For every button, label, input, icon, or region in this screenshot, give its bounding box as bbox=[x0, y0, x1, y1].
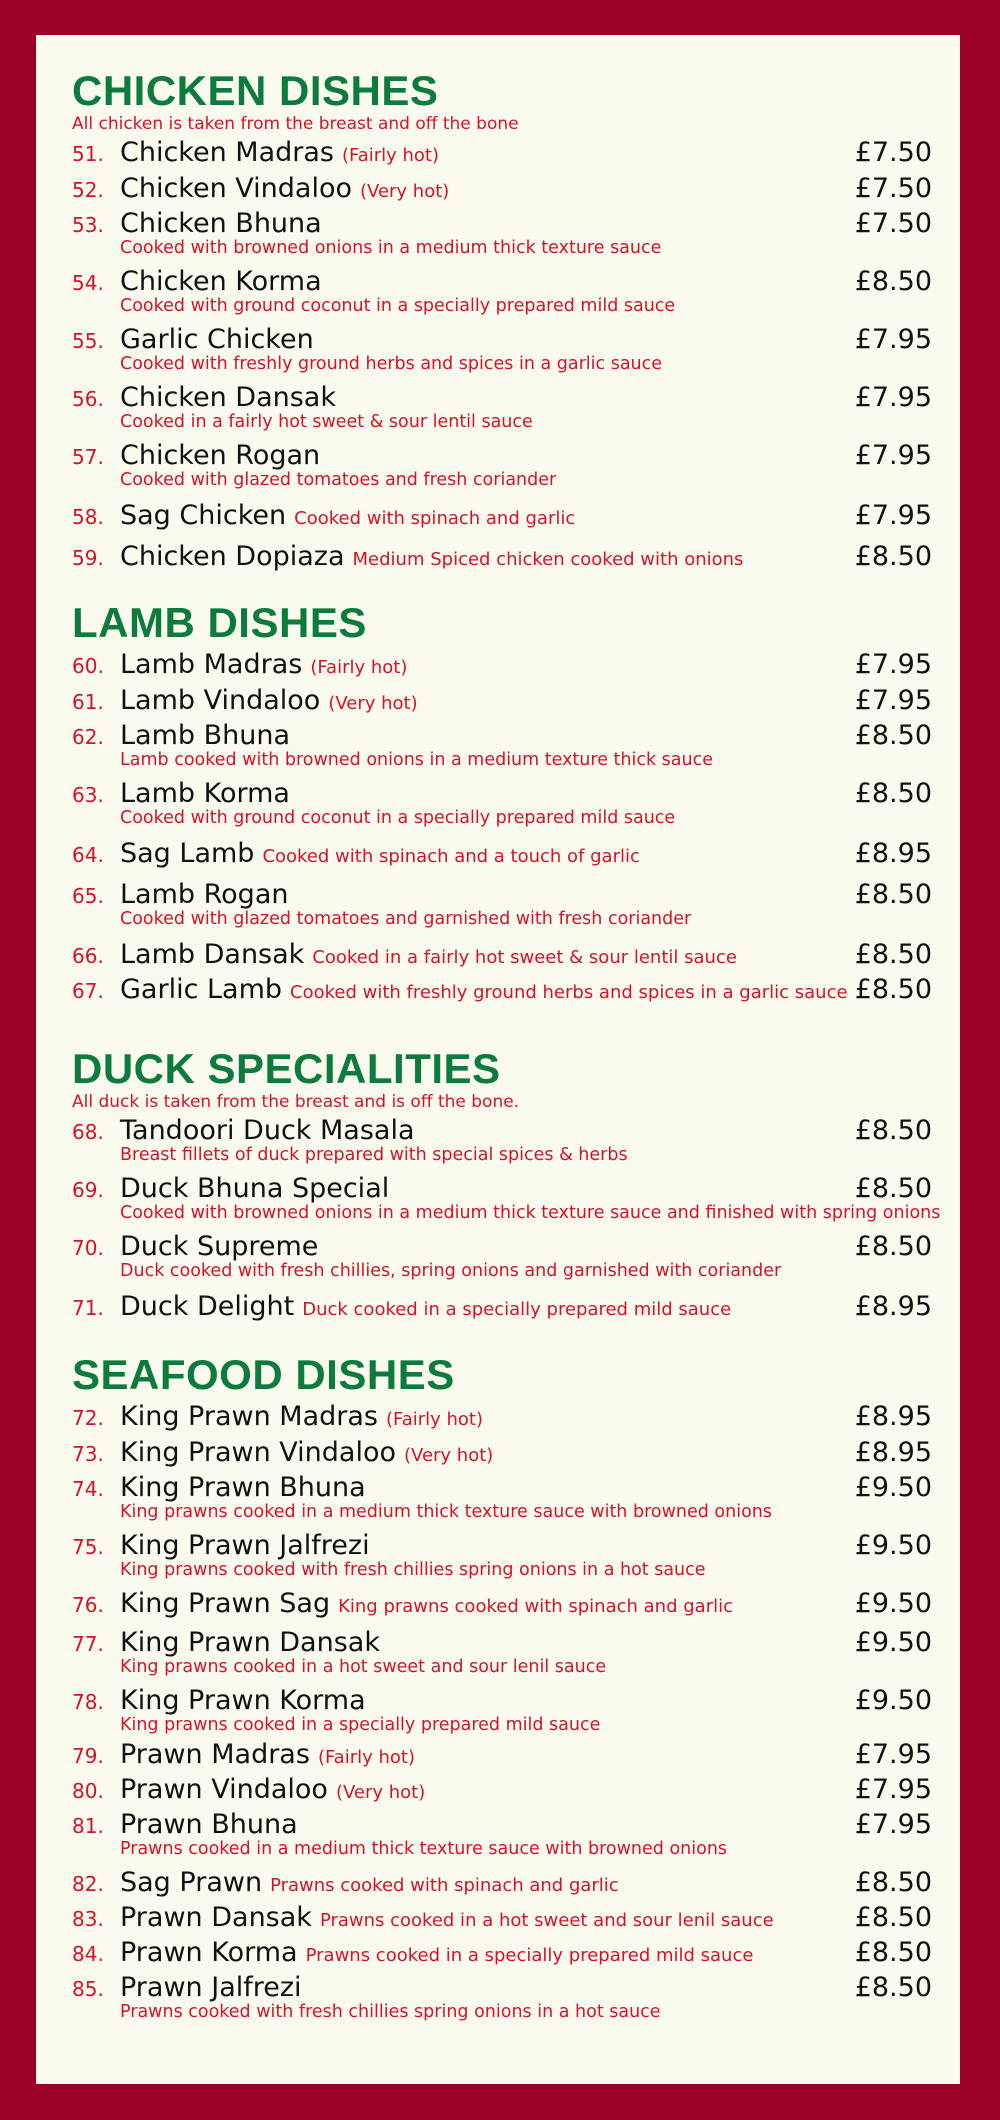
item-note: Cooked with freshly ground herbs and spices in a garlic sauce bbox=[290, 982, 848, 1003]
item-name: Garlic Lamb bbox=[120, 974, 283, 1005]
item-name: Chicken Dopiaza bbox=[120, 541, 345, 572]
item-number: 79. bbox=[72, 1744, 104, 1768]
item-number: 72. bbox=[72, 1406, 104, 1430]
item-price: £8.50 bbox=[854, 778, 932, 809]
item-list bbox=[72, 1401, 932, 2022]
item-note: (Fairly hot) bbox=[317, 1747, 415, 1768]
menu-item bbox=[72, 1937, 932, 1968]
menu-item-row bbox=[72, 1115, 932, 1146]
menu-item-row bbox=[72, 778, 932, 809]
item-description: Cooked with glazed tomatoes and garnished with fresh coriander bbox=[120, 909, 692, 929]
item-description: Prawns cooked in a medium thick texture sauce with browned onions bbox=[120, 1839, 728, 1859]
item-note: (Very hot) bbox=[404, 1445, 494, 1466]
item-name: Sag Chicken bbox=[120, 500, 287, 531]
item-name: Sag Prawn bbox=[120, 1867, 263, 1898]
menu-item-row bbox=[72, 1588, 932, 1619]
menu-item-row bbox=[72, 541, 932, 572]
section-title: CHICKEN DISHES bbox=[72, 67, 439, 114]
menu-item-row bbox=[72, 1530, 932, 1561]
item-name: Chicken Rogan bbox=[120, 440, 321, 471]
item-name: Prawn Jalfrezi bbox=[120, 1972, 302, 2003]
item-name: Lamb Vindaloo bbox=[120, 685, 321, 716]
item-name: Chicken Madras bbox=[120, 137, 334, 168]
section-chicken bbox=[72, 69, 932, 572]
item-name: Chicken Bhuna bbox=[120, 208, 322, 239]
item-price: £8.50 bbox=[854, 1867, 932, 1898]
menu-item-row bbox=[72, 1867, 932, 1898]
item-price: £7.95 bbox=[854, 500, 932, 531]
item-number: 59. bbox=[72, 546, 104, 570]
item-description: King prawns cooked with fresh chillies spring onions in a hot sauce bbox=[120, 1560, 706, 1580]
item-number: 57. bbox=[72, 445, 104, 469]
item-number: 67. bbox=[72, 979, 104, 1003]
item-name: Garlic Chicken bbox=[120, 324, 314, 355]
menu-item-row bbox=[72, 1937, 932, 1968]
menu-item-row bbox=[72, 1231, 932, 1262]
menu-item bbox=[72, 1472, 932, 1522]
menu-item bbox=[72, 939, 932, 970]
menu-item-row bbox=[72, 1809, 932, 1840]
item-price: £8.95 bbox=[854, 1291, 932, 1322]
menu-item bbox=[72, 1115, 932, 1165]
item-list bbox=[72, 137, 932, 572]
item-price: £7.50 bbox=[854, 173, 932, 204]
item-name: Tandoori Duck Masala bbox=[120, 1115, 415, 1146]
item-price: £8.50 bbox=[854, 720, 932, 751]
item-note: Cooked with spinach and a touch of garlic bbox=[262, 846, 640, 867]
menu-item bbox=[72, 1627, 932, 1677]
menu-item bbox=[72, 974, 932, 1005]
item-price: £8.50 bbox=[854, 939, 932, 970]
item-name: King Prawn Vindaloo bbox=[120, 1437, 396, 1468]
item-number: 60. bbox=[72, 654, 104, 678]
item-note: Medium Spiced chicken cooked with onions bbox=[352, 549, 744, 570]
menu-item bbox=[72, 1867, 932, 1898]
menu-item-row bbox=[72, 500, 932, 531]
item-number: 52. bbox=[72, 178, 104, 202]
item-number: 70. bbox=[72, 1236, 104, 1260]
menu-item bbox=[72, 1774, 932, 1805]
menu-item-row bbox=[72, 1401, 932, 1432]
item-name: Duck Bhuna Special bbox=[120, 1173, 390, 1204]
menu-item-row bbox=[72, 1472, 932, 1503]
menu-item-row bbox=[72, 1627, 932, 1658]
section-seafood bbox=[72, 1353, 932, 2022]
item-name: King Prawn Jalfrezi bbox=[120, 1530, 370, 1561]
menu-item-row bbox=[72, 649, 932, 680]
menu-item bbox=[72, 266, 932, 316]
item-price: £8.95 bbox=[854, 838, 932, 869]
menu-item bbox=[72, 137, 932, 168]
item-name: Duck Delight bbox=[120, 1291, 295, 1322]
menu-item-row bbox=[72, 838, 932, 869]
menu-item-row bbox=[72, 173, 932, 204]
item-name: Lamb Bhuna bbox=[120, 720, 291, 751]
menu-item bbox=[72, 541, 932, 572]
item-description: King prawns cooked in a specially prepared mild sauce bbox=[120, 1715, 601, 1735]
menu-item bbox=[72, 208, 932, 258]
item-price: £8.50 bbox=[854, 1173, 932, 1204]
item-name: Lamb Madras bbox=[120, 649, 303, 680]
section-duck bbox=[72, 1045, 941, 1322]
item-description: King prawns cooked in a medium thick texture sauce with browned onions bbox=[120, 1502, 773, 1522]
item-note: Prawns cooked with spinach and garlic bbox=[270, 1875, 619, 1896]
menu-item bbox=[72, 1530, 932, 1580]
menu-item bbox=[72, 440, 932, 490]
item-number: 71. bbox=[72, 1296, 104, 1320]
menu-item-row bbox=[72, 1291, 932, 1322]
menu-item bbox=[72, 1902, 932, 1933]
menu-item bbox=[72, 778, 932, 828]
item-description: Cooked with browned onions in a medium thick texture sauce bbox=[120, 238, 662, 258]
menu-item bbox=[72, 1809, 932, 1859]
menu-item-row bbox=[72, 382, 932, 413]
item-name: King Prawn Sag bbox=[120, 1588, 331, 1619]
item-price: £7.50 bbox=[854, 137, 932, 168]
menu-item bbox=[72, 685, 932, 716]
item-number: 66. bbox=[72, 944, 104, 968]
item-description: Duck cooked with fresh chillies, spring onions and garnished with coriander bbox=[120, 1261, 782, 1281]
item-description: Cooked with ground coconut in a specially prepared mild sauce bbox=[120, 296, 676, 316]
item-note: (Very hot) bbox=[328, 693, 418, 714]
item-number: 54. bbox=[72, 271, 104, 295]
item-name: Chicken Korma bbox=[120, 266, 322, 297]
item-number: 76. bbox=[72, 1593, 104, 1617]
item-note: Prawns cooked in a specially prepared mild sauce bbox=[305, 1945, 754, 1966]
item-number: 56. bbox=[72, 387, 104, 411]
item-number: 55. bbox=[72, 329, 104, 353]
item-note: (Fairly hot) bbox=[385, 1409, 483, 1430]
item-number: 85. bbox=[72, 1977, 104, 2001]
item-price: £7.95 bbox=[854, 685, 932, 716]
menu-item-row bbox=[72, 1972, 932, 2003]
item-description: King prawns cooked in a hot sweet and sour lenil sauce bbox=[120, 1657, 607, 1677]
item-description: Breast fillets of duck prepared with special spices & herbs bbox=[120, 1145, 628, 1165]
item-number: 53. bbox=[72, 213, 104, 237]
item-note: (Fairly hot) bbox=[310, 657, 408, 678]
menu-item bbox=[72, 1685, 932, 1735]
item-price: £7.95 bbox=[854, 1739, 932, 1770]
menu-item-row bbox=[72, 1437, 932, 1468]
item-price: £7.95 bbox=[854, 649, 932, 680]
menu-item bbox=[72, 1291, 932, 1322]
item-description: Prawns cooked with fresh chillies spring onions in a hot sauce bbox=[120, 2002, 661, 2022]
item-note: (Very hot) bbox=[360, 181, 450, 202]
menu-item-row bbox=[72, 720, 932, 751]
item-name: Prawn Madras bbox=[120, 1739, 310, 1770]
menu-item bbox=[72, 1739, 932, 1770]
menu-item-row bbox=[72, 1902, 932, 1933]
menu-item bbox=[72, 879, 932, 929]
item-name: Prawn Bhuna bbox=[120, 1809, 298, 1840]
item-note: Prawns cooked in a hot sweet and sour lenil sauce bbox=[319, 1910, 774, 1931]
section-subtitle: All duck is taken from the breast and is off the bone. bbox=[72, 1092, 520, 1112]
menu-item-row bbox=[72, 1774, 932, 1805]
item-description: Cooked with ground coconut in a specially prepared mild sauce bbox=[120, 808, 676, 828]
menu-item bbox=[72, 382, 932, 432]
menu-item-row bbox=[72, 137, 932, 168]
item-name: Chicken Vindaloo bbox=[120, 173, 353, 204]
item-description: Cooked in a fairly hot sweet & sour lentil sauce bbox=[120, 412, 533, 432]
menu-item bbox=[72, 173, 932, 204]
section-subtitle: All chicken is taken from the breast and off the bone bbox=[72, 114, 519, 134]
menu-item bbox=[72, 649, 932, 680]
item-name: Lamb Dansak bbox=[120, 939, 305, 970]
menu-item bbox=[72, 324, 932, 374]
menu-item bbox=[72, 1972, 932, 2022]
menu-item-row bbox=[72, 440, 932, 471]
item-name: Sag Lamb bbox=[120, 838, 255, 869]
item-note: King prawns cooked with spinach and garlic bbox=[338, 1596, 733, 1617]
item-name: Prawn Dansak bbox=[120, 1902, 312, 1933]
item-note: (Fairly hot) bbox=[341, 145, 440, 166]
item-number: 61. bbox=[72, 690, 104, 714]
item-description: Cooked with freshly ground herbs and spices in a garlic sauce bbox=[120, 354, 663, 374]
item-price: £8.50 bbox=[854, 1902, 932, 1933]
item-price: £8.50 bbox=[854, 1115, 932, 1146]
item-note: Duck cooked in a specially prepared mild sauce bbox=[302, 1299, 732, 1320]
item-name: Prawn Korma bbox=[120, 1937, 298, 1968]
menu-item-row bbox=[72, 879, 932, 910]
menu-item-row bbox=[72, 1739, 932, 1770]
item-number: 58. bbox=[72, 505, 104, 529]
item-description: Lamb cooked with browned onions in a medium texture thick sauce bbox=[120, 750, 713, 770]
item-price: £7.95 bbox=[854, 324, 932, 355]
item-price: £8.50 bbox=[854, 974, 932, 1005]
item-name: Lamb Rogan bbox=[120, 879, 289, 910]
section-title: LAMB DISHES bbox=[72, 599, 367, 646]
item-price: £9.50 bbox=[854, 1685, 932, 1716]
item-number: 84. bbox=[72, 1942, 104, 1966]
item-name: Chicken Dansak bbox=[120, 382, 336, 413]
menu-item bbox=[72, 1231, 932, 1281]
item-number: 80. bbox=[72, 1779, 104, 1803]
item-price: £8.50 bbox=[854, 541, 932, 572]
item-price: £7.95 bbox=[854, 1774, 932, 1805]
item-number: 64. bbox=[72, 843, 104, 867]
item-description: Cooked with browned onions in a medium thick texture sauce and finished with spring onions bbox=[120, 1203, 941, 1223]
item-number: 78. bbox=[72, 1690, 104, 1714]
item-price: £9.50 bbox=[854, 1588, 932, 1619]
item-price: £7.95 bbox=[854, 382, 932, 413]
menu-item bbox=[72, 838, 932, 869]
menu-item bbox=[72, 1173, 941, 1223]
item-name: Lamb Korma bbox=[120, 778, 290, 809]
item-number: 75. bbox=[72, 1535, 104, 1559]
item-number: 81. bbox=[72, 1814, 104, 1838]
item-number: 73. bbox=[72, 1442, 104, 1466]
menu-item bbox=[72, 500, 932, 531]
menu-item bbox=[72, 1588, 932, 1619]
menu-item-row bbox=[72, 266, 932, 297]
item-number: 68. bbox=[72, 1120, 104, 1144]
menu-item-row bbox=[72, 939, 932, 970]
menu-panel bbox=[36, 35, 960, 2084]
item-price: £8.50 bbox=[854, 266, 932, 297]
item-number: 69. bbox=[72, 1178, 104, 1202]
item-price: £7.50 bbox=[854, 208, 932, 239]
item-number: 62. bbox=[72, 725, 104, 749]
menu-item-row bbox=[72, 974, 932, 1005]
item-number: 63. bbox=[72, 783, 104, 807]
item-price: £7.95 bbox=[854, 440, 932, 471]
item-note: (Very hot) bbox=[335, 1782, 426, 1803]
item-note: Cooked with spinach and garlic bbox=[294, 508, 576, 529]
item-list bbox=[72, 649, 932, 1005]
item-note: Cooked in a fairly hot sweet & sour lentil sauce bbox=[312, 947, 737, 968]
item-name: King Prawn Dansak bbox=[120, 1627, 380, 1658]
section-title: DUCK SPECIALITIES bbox=[72, 1045, 501, 1092]
item-number: 51. bbox=[72, 142, 104, 166]
item-number: 82. bbox=[72, 1872, 104, 1896]
menu-item bbox=[72, 1437, 932, 1468]
item-number: 83. bbox=[72, 1907, 104, 1931]
item-price: £8.50 bbox=[854, 879, 932, 910]
item-name: King Prawn Bhuna bbox=[120, 1472, 366, 1503]
item-price: £8.50 bbox=[854, 1231, 932, 1262]
item-number: 77. bbox=[72, 1632, 104, 1656]
item-name: Prawn Vindaloo bbox=[120, 1774, 328, 1805]
item-description: Cooked with glazed tomatoes and fresh coriander bbox=[120, 470, 557, 490]
item-price: £8.50 bbox=[854, 1972, 932, 2003]
item-number: 65. bbox=[72, 884, 104, 908]
menu-item-row bbox=[72, 1685, 932, 1716]
section-title: SEAFOOD DISHES bbox=[72, 1351, 455, 1398]
item-price: £9.50 bbox=[854, 1472, 932, 1503]
item-price: £8.50 bbox=[854, 1937, 932, 1968]
menu-item-row bbox=[72, 685, 932, 716]
item-name: King Prawn Korma bbox=[120, 1685, 366, 1716]
menu-item-row bbox=[72, 208, 932, 239]
item-list bbox=[72, 1115, 941, 1322]
section-lamb bbox=[72, 601, 932, 1005]
menu-item bbox=[72, 1401, 932, 1432]
item-price: £9.50 bbox=[854, 1530, 932, 1561]
item-name: Duck Supreme bbox=[120, 1231, 319, 1262]
menu-item-row bbox=[72, 324, 932, 355]
item-name: King Prawn Madras bbox=[120, 1401, 378, 1432]
menu-item-row bbox=[72, 1173, 932, 1204]
item-number: 74. bbox=[72, 1477, 104, 1501]
item-price: £7.95 bbox=[854, 1809, 932, 1840]
item-price: £8.95 bbox=[854, 1437, 932, 1468]
item-price: £9.50 bbox=[854, 1627, 932, 1658]
menu-item bbox=[72, 720, 932, 770]
item-price: £8.95 bbox=[854, 1401, 932, 1432]
